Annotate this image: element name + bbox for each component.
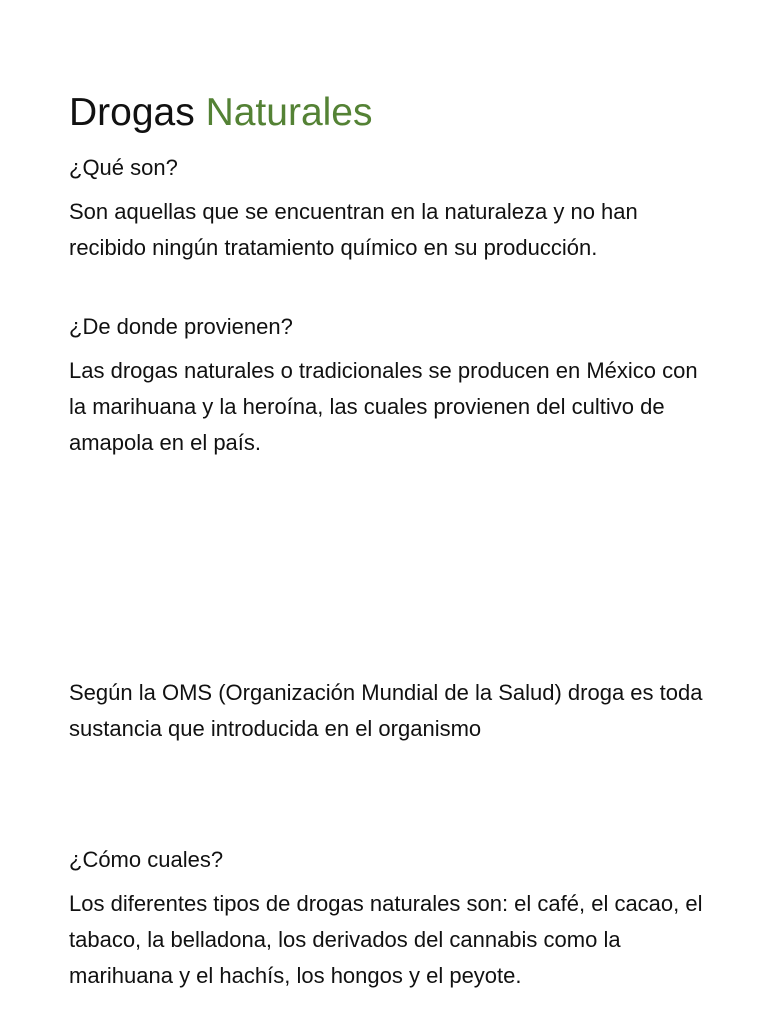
answer-which-ones: Los diferentes tipos de drogas naturales son: el café, el cacao, el tabaco, la belladona, los derivados del cannabis como la marihuana y el hachís, los hongos y el peyote. bbox=[69, 891, 703, 988]
question-what-are: ¿Qué son? bbox=[69, 155, 178, 180]
title-accent: Naturales bbox=[205, 91, 373, 134]
answer-where-from: Las drogas naturales o tradicionales se producen en México con la marihuana y la heroína, las cuales provienen del cultivo de amapola en el país. bbox=[69, 358, 698, 455]
question-where-from: ¿De donde provienen? bbox=[69, 314, 293, 339]
answer-what-are: Son aquellas que se encuentran en la naturaleza y no han recibido ningún tratamiento químico en su producción. bbox=[69, 199, 638, 260]
oms-definition: Según la OMS (Organización Mundial de la Salud) droga es toda sustancia que introducida en el organismo bbox=[69, 680, 703, 741]
title-prefix: Drogas bbox=[69, 91, 195, 134]
question-which-ones: ¿Cómo cuales? bbox=[69, 847, 224, 872]
page-title bbox=[69, 88, 373, 138]
